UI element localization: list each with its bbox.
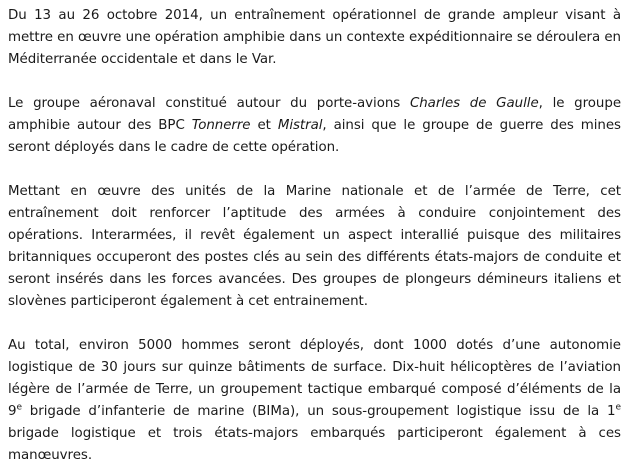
text-run: Du 13 au 26 octobre 2014, un entraînement opérationnel de grande ampleur visant à mettre en œuvre une opération amphibie dans un contexte expéditionnaire se déroulera en Méditerranée occidentale et dans le Var. [8, 8, 621, 67]
paragraph-4 [8, 335, 621, 467]
paragraph-3 [8, 181, 621, 313]
text-run: Au total, environ 5000 hommes seront déployés, dont 1000 dotés d’une autonomie logistique de 30 jours sur quinze bâtiments de surface. Dix-huit hélicoptères de l’aviation légère de l’armée de Terre, un groupement tactique embarqué composé d’éléments de la 9 [8, 338, 621, 419]
ordinal-superscript: e [16, 402, 22, 413]
text-run: Le groupe aéronaval constitué autour du porte-avions [8, 96, 410, 111]
text-run: brigade d’infanterie de marine (BIMa), un sous-groupement logistique issu de la 1 [21, 404, 616, 419]
ship-name-tonnerre: Tonnerre [191, 118, 251, 133]
text-run: brigade logistique et trois états-majors embarqués participeront également à ces manœuvres. [8, 426, 621, 463]
text-run: Mettant en œuvre des unités de la Marine nationale et de l’armée de Terre, cet entraînement doit renforcer l’aptitude des armées à conduire conjointement des opérations. Interarmées, il revêt également un aspect interallié puisque des militaires britanniques occuperont des postes clés au sein des différents états-majors de conduite et seront insérés dans les forces avancées. Des groupes de plongeurs démineurs italiens et slovènes participeront également à cet entrainement. [8, 184, 621, 309]
text-run: , le groupe amphibie autour des BPC [8, 96, 622, 133]
text-run: , ainsi que le groupe de guerre des mines seront déployés dans le cadre de cette opération. [8, 118, 621, 155]
ordinal-superscript: e [615, 402, 621, 413]
ship-name-mistral: Mistral [277, 118, 323, 133]
paragraph-1 [8, 5, 621, 71]
paragraph-2 [8, 93, 621, 159]
text-run: et [250, 118, 278, 133]
ship-name-charles-de-gaulle: Charles de Gaulle [409, 96, 539, 111]
